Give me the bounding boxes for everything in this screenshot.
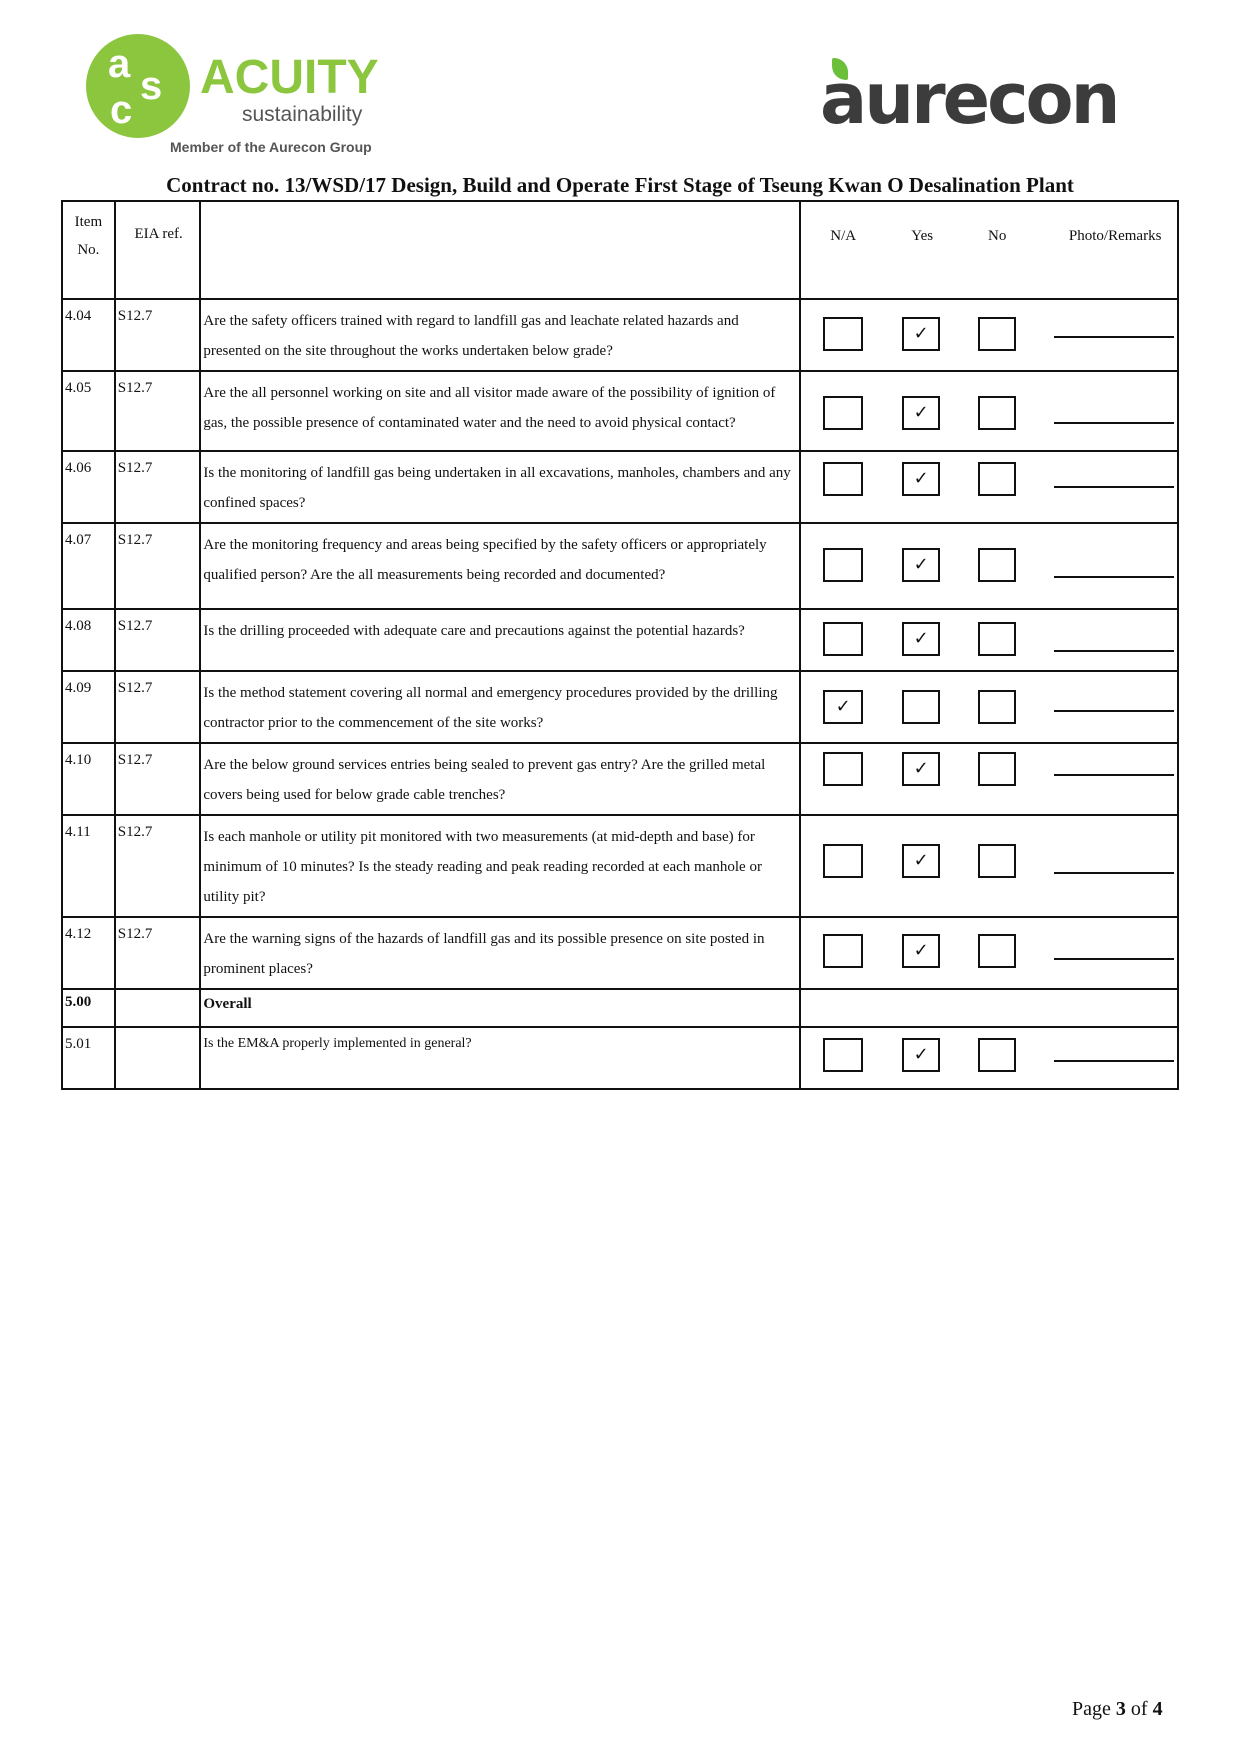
answer-cell: [800, 371, 1178, 451]
section-row: [62, 989, 1178, 1027]
no-checkbox[interactable]: [978, 317, 1016, 351]
answer-cell: [800, 299, 1178, 371]
answer-group: [801, 524, 1177, 608]
answer-cell: [800, 1027, 1178, 1089]
yes-checkbox[interactable]: ✓: [902, 622, 940, 656]
answer-cell: [800, 671, 1178, 743]
yes-checkbox[interactable]: ✓: [902, 396, 940, 430]
acuity-member-note: Member of the Aurecon Group: [170, 139, 372, 155]
item-number: 4.10: [62, 743, 115, 815]
answer-cell: [800, 743, 1178, 815]
yes-checkbox[interactable]: ✓: [902, 934, 940, 968]
na-checkbox[interactable]: [823, 622, 863, 656]
eia-reference: S12.7: [115, 815, 201, 917]
table-header-row: [62, 201, 1178, 299]
eia-reference: S12.7: [115, 917, 201, 989]
answer-cell: [800, 523, 1178, 609]
table-row: [62, 609, 1178, 671]
item-number: 4.05: [62, 371, 115, 451]
answer-cell: [800, 917, 1178, 989]
na-checkbox[interactable]: [823, 752, 863, 786]
question-text: Are the all personnel working on site and all visitor made aware of the possibility of ignition of gas, the possible presence of contaminated water and the need to avoid physical contact?: [200, 371, 800, 451]
question-text: Is the EM&A properly implemented in general?: [200, 1027, 800, 1089]
remarks-line[interactable]: [1054, 486, 1174, 488]
remarks-line[interactable]: [1054, 576, 1174, 578]
item-number: 4.08: [62, 609, 115, 671]
answer-cell: [800, 451, 1178, 523]
answer-group: [801, 300, 1177, 360]
answer-group: [801, 672, 1177, 732]
acuity-letter-s: s: [140, 64, 163, 108]
table-row: [62, 743, 1178, 815]
item-number: 5.01: [62, 1027, 115, 1089]
question-text: Is each manhole or utility pit monitored with two measurements (at mid-depth and base) for minimum of 10 minutes? Is the steady reading and peak reading recorded at each manhole or utility pit?: [200, 815, 800, 917]
contract-title: Contract no. 13/WSD/17 Design, Build and Operate First Stage of Tseung Kwan O Desalination Plant: [166, 173, 1074, 197]
yes-checkbox[interactable]: ✓: [902, 752, 940, 786]
no-checkbox[interactable]: [978, 1038, 1016, 1072]
no-checkbox[interactable]: [978, 844, 1016, 878]
question-text: Are the safety officers trained with regard to landfill gas and leachate related hazards and presented on the site throughout the works undertaken below grade?: [200, 299, 800, 371]
answer-group: [801, 452, 1177, 512]
answer-cell: [800, 815, 1178, 917]
eia-reference: S12.7: [115, 299, 201, 371]
acuity-letter-c: c: [110, 88, 133, 132]
eia-reference: S12.7: [115, 671, 201, 743]
remarks-line[interactable]: [1054, 650, 1174, 652]
table-row: [62, 917, 1178, 989]
yes-checkbox[interactable]: ✓: [902, 548, 940, 582]
acuity-logo: [86, 34, 406, 160]
na-checkbox[interactable]: [823, 1038, 863, 1072]
no-checkbox[interactable]: [978, 548, 1016, 582]
item-number: 4.09: [62, 671, 115, 743]
yes-checkbox[interactable]: ✓: [902, 1038, 940, 1072]
item-number: 4.04: [62, 299, 115, 371]
table-row: [62, 523, 1178, 609]
page-total: 4: [1152, 1698, 1163, 1720]
answer-group: [801, 816, 1177, 904]
remarks-line[interactable]: [1054, 774, 1174, 776]
answer-cell: [800, 609, 1178, 671]
table-row: [62, 371, 1178, 451]
table-row: [62, 299, 1178, 371]
acuity-name: ACUITY: [200, 51, 379, 104]
na-checkbox[interactable]: [823, 462, 863, 496]
checklist-table: [61, 200, 1179, 1090]
table-row: [62, 815, 1178, 917]
question-text: Are the monitoring frequency and areas being specified by the safety officers or appropriately qualified person? Are the all measurements being recorded and documented?: [200, 523, 800, 609]
section-answers: [800, 989, 1178, 1027]
eia-reference: S12.7: [115, 451, 201, 523]
answer-group: [801, 372, 1177, 450]
no-checkbox[interactable]: [978, 752, 1016, 786]
eia-reference: S12.7: [115, 609, 201, 671]
yes-checkbox[interactable]: ✓: [902, 462, 940, 496]
acuity-letter-a: a: [108, 42, 131, 86]
yes-checkbox[interactable]: [902, 690, 940, 724]
item-number: 4.07: [62, 523, 115, 609]
header-answers: [800, 201, 1178, 299]
table-row: [62, 451, 1178, 523]
no-checkbox[interactable]: [978, 690, 1016, 724]
table-row: [62, 671, 1178, 743]
section-ref: [115, 989, 201, 1027]
no-checkbox[interactable]: [978, 934, 1016, 968]
eia-reference: S12.7: [115, 371, 201, 451]
table-row: [62, 1027, 1178, 1089]
header-na: N/A: [830, 228, 857, 244]
question-text: Are the warning signs of the hazards of landfill gas and its possible presence on site posted in prominent places?: [200, 917, 800, 989]
page-of: of: [1130, 1698, 1148, 1720]
remarks-line[interactable]: [1054, 872, 1174, 874]
answer-group: [801, 918, 1177, 978]
remarks-line[interactable]: [1054, 422, 1174, 424]
header-item-no: Item No.: [62, 201, 115, 299]
item-number: 4.12: [62, 917, 115, 989]
checklist-body: [62, 201, 1178, 1089]
answer-group: [801, 1028, 1177, 1088]
item-number: 4.06: [62, 451, 115, 523]
na-checkbox[interactable]: [823, 396, 863, 430]
aurecon-wordmark: aurecon: [820, 58, 1118, 140]
page-current: 3: [1115, 1698, 1126, 1720]
answer-group: [801, 610, 1177, 670]
acuity-subtitle: sustainability: [242, 103, 363, 126]
eia-reference: S12.7: [115, 743, 201, 815]
page-prefix: Page: [1072, 1698, 1111, 1720]
acuity-logo-mark: [86, 34, 190, 138]
section-number: 5.00: [62, 989, 115, 1027]
question-text: Is the drilling proceeded with adequate care and precautions against the potential hazards?: [200, 609, 800, 671]
eia-reference: [115, 1027, 201, 1089]
na-checkbox[interactable]: [823, 548, 863, 582]
question-text: Is the method statement covering all normal and emergency procedures provided by the drilling contractor prior to the commencement of the site works?: [200, 671, 800, 743]
header-yes: Yes: [911, 228, 934, 244]
page-number: [1072, 1698, 1163, 1721]
no-checkbox[interactable]: [978, 622, 1016, 656]
remarks-line[interactable]: [1054, 1060, 1174, 1062]
na-checkbox[interactable]: [823, 934, 863, 968]
eia-reference: S12.7: [115, 523, 201, 609]
answer-group: [801, 744, 1177, 804]
no-checkbox[interactable]: [978, 462, 1016, 496]
remarks-line[interactable]: [1054, 710, 1174, 712]
yes-checkbox[interactable]: ✓: [902, 844, 940, 878]
na-checkbox[interactable]: [823, 844, 863, 878]
section-title: Overall: [200, 989, 800, 1027]
na-checkbox[interactable]: ✓: [823, 690, 863, 724]
question-text: Are the below ground services entries being sealed to prevent gas entry? Are the grilled metal covers being used for below grade cable trenches?: [200, 743, 800, 815]
header-remarks: Photo/Remarks: [1068, 228, 1162, 244]
header-no: No: [988, 228, 1007, 244]
remarks-line[interactable]: [1054, 336, 1174, 338]
yes-checkbox[interactable]: ✓: [902, 317, 940, 351]
item-number: 4.11: [62, 815, 115, 917]
na-checkbox[interactable]: [823, 317, 863, 351]
remarks-line[interactable]: [1054, 958, 1174, 960]
no-checkbox[interactable]: [978, 396, 1016, 430]
aurecon-logo: [820, 54, 1160, 144]
question-text: Is the monitoring of landfill gas being undertaken in all excavations, manholes, chambers and any confined spaces?: [200, 451, 800, 523]
header-question: [200, 201, 800, 299]
header-eia-ref: EIA ref.: [115, 201, 201, 299]
